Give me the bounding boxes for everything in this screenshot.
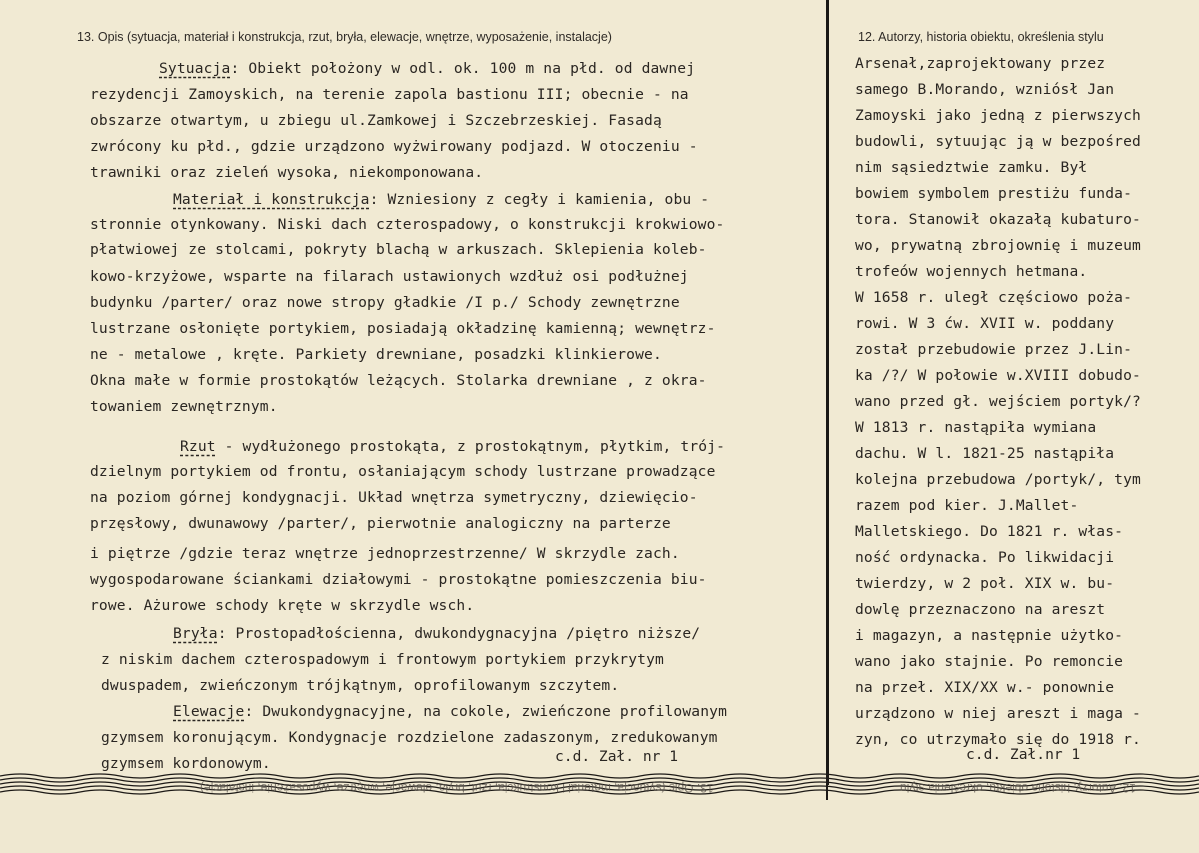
description-line — [90, 346, 662, 363]
description-line — [90, 545, 680, 562]
section-13-header: 13. Opis (sytuacja, materiał i konstrukcja, rzut, bryła, elewacje, wnętrze, wyposażenie, instalacje) — [77, 30, 612, 44]
history-line: Arsenał,zaprojektowany przez — [855, 55, 1106, 72]
history-line: razem pod kier. J.Mallet- — [855, 497, 1079, 514]
history-line: rowi. W 3 ćw. XVII w. poddany — [855, 315, 1115, 332]
history-line: wano przed gł. wejściem portyk/? — [855, 393, 1141, 410]
history-line: Zamoyski jako jedną z pierwszych — [855, 107, 1141, 124]
history-line: ność ordynacka. Po likwidacji — [855, 549, 1115, 566]
description-line — [101, 677, 619, 694]
description-line — [90, 489, 698, 506]
history-line: i magazyn, a następnie użytko- — [855, 627, 1124, 644]
history-line: dowlę przeznaczono na areszt — [855, 601, 1106, 618]
history-line: został przebudowie przez J.Lin- — [855, 341, 1133, 358]
section-heading: Materiał i konstrukcja — [173, 191, 370, 208]
column-divider — [826, 0, 829, 785]
blank-bottom-margin — [0, 800, 1199, 853]
line-text: lustrzane osłonięte portykiem, posiadają okładzinę kamienną; wewnętrz- — [90, 320, 716, 337]
history-line: kolejna przebudowa /portyk/, tym — [855, 471, 1141, 488]
description-line — [173, 191, 709, 208]
description-line — [90, 112, 662, 129]
line-text: : Dwukondygnacyjne, na cokole, zwieńczone profilowanym — [244, 703, 728, 720]
line-text: rowe. Ażurowe schody kręte w skrzydle wsch. — [90, 597, 475, 614]
line-text: na poziom górnej kondygnacji. Układ wnętrza symetryczny, dziewięcio- — [90, 489, 698, 506]
line-text: zwrócony ku płd., gdzie urządzono wyżwirowany podjazd. W otoczeniu - — [90, 138, 698, 155]
description-line — [90, 86, 689, 103]
line-text: : Prostopadłościenna, dwukondygnacyjna /piętro niższe/ — [217, 625, 701, 642]
section-heading: Bryła — [173, 625, 218, 642]
description-line — [90, 164, 483, 181]
line-text: dwuspadem, zwieńczonym trójkątnym, oprofilowanym szczytem. — [101, 677, 620, 694]
description-line — [173, 625, 700, 642]
description-line — [90, 241, 707, 258]
history-line: nim sąsiedztwie zamku. Był — [855, 159, 1088, 176]
continuation-note-left: c.d. Zał. nr 1 — [555, 748, 679, 765]
line-text: dzielnym portykiem od frontu, osłaniającym schody lustrzane prowadzące — [90, 463, 716, 480]
description-line — [90, 463, 716, 480]
line-text: : Obiekt położony w odl. ok. 100 m na płd. od dawnej — [230, 60, 696, 77]
line-text: kowo-krzyżowe, wsparte na filarach ustawionych wzdłuż osi podłużnej — [90, 268, 689, 285]
description-line — [90, 515, 671, 532]
history-line: wano jako stajnie. Po remoncie — [855, 653, 1124, 670]
history-line: tora. Stanowił okazałą kubaturo- — [855, 211, 1141, 228]
description-line — [101, 729, 718, 746]
line-text: rezydencji Zamoyskich, na terenie zapola bastionu III; obecnie - na — [90, 86, 689, 103]
line-text: stronnie otynkowany. Niski dach czterospadowy, o konstrukcji krokwiowo- — [90, 216, 725, 233]
history-line: Malletskiego. Do 1821 r. włas- — [855, 523, 1124, 540]
history-line: urządzono w niej areszt i maga - — [855, 705, 1141, 722]
history-line: W 1658 r. uległ częściowo poża- — [855, 289, 1133, 306]
history-line: ka /?/ W połowie w.XVIII dobudo- — [855, 367, 1141, 384]
history-line: wo, prywatną zbrojownię i muzeum — [855, 237, 1141, 254]
section-heading: Rzut — [180, 438, 216, 455]
description-line — [90, 216, 724, 233]
section-12-header: 12. Autorzy, historia obiektu, określenia stylu — [858, 30, 1104, 44]
history-line: twierdzy, w 2 poł. XIX w. bu- — [855, 575, 1115, 592]
line-text: towaniem zewnętrznym. — [90, 398, 278, 415]
history-line: W 1813 r. nastąpiła wymiana — [855, 419, 1097, 436]
description-line — [90, 597, 474, 614]
line-text: Okna małe w formie prostokątów leżących. Stolarka drewniane , z okra- — [90, 372, 707, 389]
line-text: ne - metalowe , kręte. Parkiety drewniane, posadzki klinkierowe. — [90, 346, 662, 363]
line-text: przęsłowy, dwunawowy /parter/, pierwotnie analogiczny na parterze — [90, 515, 671, 532]
line-text: z niskim dachem czterospadowym i frontowym portykiem przykrytym — [101, 651, 664, 668]
description-line — [90, 138, 698, 155]
description-line — [90, 398, 278, 415]
description-line — [90, 372, 707, 389]
line-text: i piętrze /gdzie teraz wnętrze jednoprzestrzenne/ W skrzydle zach. — [90, 545, 680, 562]
history-line: budowli, sytuując ją w bezpośred — [855, 133, 1141, 150]
history-line: zyn, co utrzymało się do 1918 r. — [855, 731, 1141, 748]
line-text: obszarze otwartym, u zbiegu ul.Zamkowej i Szczebrzeskiej. Fasadą — [90, 112, 662, 129]
line-text: gzymsem kordonowym. — [101, 755, 271, 772]
history-line: bowiem symbolem prestiżu funda- — [855, 185, 1133, 202]
section-heading: Sytuacja — [159, 60, 231, 77]
line-text: wygospodarowane ściankami działowymi - prostokątne pomieszczenia biu- — [90, 571, 707, 588]
description-line — [90, 320, 716, 337]
description-line — [180, 438, 725, 455]
mirrored-header-left: 13. Opis (sytuacja, materiał i konstrukcja, rzut, bryła, elewacje, wnętrze, wyposażenie, instalacje) — [200, 781, 714, 795]
history-line: na przeł. XIX/XX w.- ponownie — [855, 679, 1115, 696]
description-line — [173, 703, 727, 720]
line-text: : Wzniesiony z cegły i kamienia, obu - — [369, 191, 710, 208]
line-text: - wydłużonego prostokąta, z prostokątnym, płytkim, trój- — [215, 438, 726, 455]
continuation-note-right: c.d. Zał.nr 1 — [966, 746, 1081, 763]
history-line: samego B.Morando, wzniósł Jan — [855, 81, 1115, 98]
mirrored-header-right: 12. Autorzy, historia obiektu, określenia stylu — [900, 781, 1136, 795]
history-line: dachu. W l. 1821-25 nastąpiła — [855, 445, 1115, 462]
line-text: budynku /parter/ oraz nowe stropy gładkie /I p./ Schody zewnętrzne — [90, 294, 680, 311]
description-line — [159, 60, 695, 77]
section-heading: Elewacje — [173, 703, 245, 720]
line-text: płatwiowej ze stolcami, pokryty blachą w arkuszach. Sklepienia koleb- — [90, 241, 707, 258]
history-line: trofeów wojennych hetmana. — [855, 263, 1088, 280]
description-line — [90, 571, 707, 588]
line-text: gzymsem koronującym. Kondygnacje rozdzielone zadaszonym, zredukowanym — [101, 729, 718, 746]
description-line — [90, 294, 680, 311]
line-text: trawniki oraz zieleń wysoka, niekomponowana. — [90, 164, 484, 181]
description-line — [101, 651, 664, 668]
description-line — [90, 268, 689, 285]
